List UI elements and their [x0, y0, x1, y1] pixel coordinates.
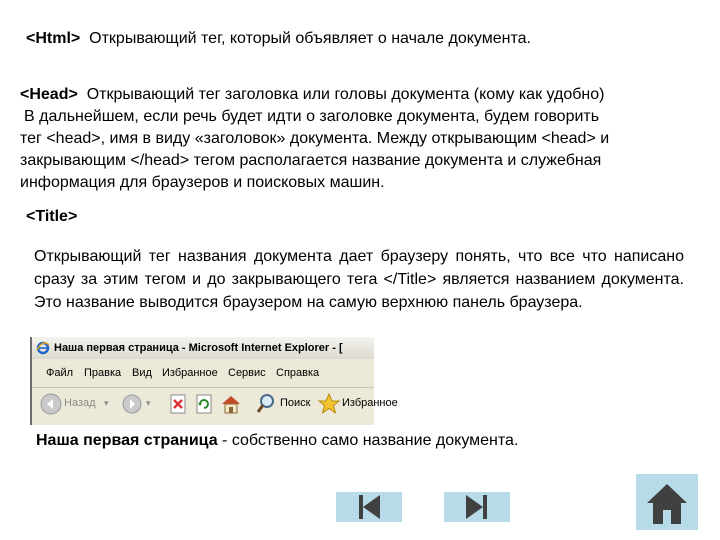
forward-dropdown-icon[interactable]: ▾: [146, 398, 151, 408]
home-icon[interactable]: [220, 393, 242, 415]
skip-back-icon: [336, 492, 402, 522]
menu-tools[interactable]: Сервис: [228, 367, 266, 379]
menu-edit[interactable]: Правка: [84, 367, 122, 379]
favorites-label[interactable]: Избранное: [342, 397, 398, 409]
favorites-star-icon[interactable]: [318, 393, 340, 415]
head-line-2: В дальнейшем, если речь будет идти о заголовке документа, будем говорить: [24, 108, 600, 125]
menu-favorites[interactable]: Избранное: [162, 367, 218, 379]
skip-forward-icon: [444, 492, 510, 522]
html-tag-description: Открывающий тег, который объявляет о начале документа.: [89, 30, 531, 47]
back-dropdown-icon[interactable]: ▾: [104, 398, 109, 408]
caption-rest: - собственно само название документа.: [217, 432, 519, 449]
back-icon[interactable]: [40, 393, 62, 415]
stop-icon[interactable]: [170, 394, 188, 414]
browser-toolbar: [32, 387, 398, 424]
back-label[interactable]: Назад: [64, 397, 96, 409]
head-line-5: информация для браузеров и поисковых машин.: [20, 174, 385, 191]
html-tag: <Html>: [26, 30, 81, 47]
head-tag: <Head>: [20, 86, 78, 103]
house-icon: [636, 474, 698, 530]
last-slide-button[interactable]: [444, 492, 510, 522]
menu-file[interactable]: Файл: [46, 367, 74, 379]
browser-screenshot: [30, 337, 398, 425]
title-tag-paragraph: Открывающий тег названия документа дает браузеру понять, что все что написано сразу за этим тегом и до закрывающего тега </Title> является названием документа. Это название выводится браузером на самую верхнюю панель браузера.: [34, 248, 684, 311]
browser-title-bar: [32, 337, 374, 359]
browser-menu-bar: [32, 363, 374, 383]
ie-logo-icon: [36, 341, 50, 355]
head-tag-paragraph: [20, 84, 692, 194]
head-line-3: тег <head>, имя в виду «заголовок» документа. Между открывающим <head> и: [20, 130, 610, 147]
search-label[interactable]: Поиск: [280, 397, 311, 409]
menu-view[interactable]: Вид: [132, 367, 152, 379]
title-tag-heading: <Title>: [26, 208, 78, 225]
head-line-1: Открывающий тег заголовка или головы документа (кому как удобно): [86, 86, 605, 103]
refresh-icon[interactable]: [196, 394, 214, 414]
caption-bold: Наша первая страница: [36, 432, 218, 449]
caption: [36, 430, 518, 452]
home-button[interactable]: [636, 474, 698, 530]
menu-help[interactable]: Справка: [276, 367, 320, 379]
browser-window-title: Наша первая страница - Microsoft Internet Explorer - [: [54, 342, 343, 354]
first-slide-button[interactable]: [336, 492, 402, 522]
html-tag-line: [26, 28, 531, 50]
forward-icon[interactable]: [122, 394, 142, 414]
head-line-4: закрывающим </head> тегом располагается название документа и служебная: [20, 152, 602, 169]
search-icon[interactable]: [256, 393, 276, 415]
